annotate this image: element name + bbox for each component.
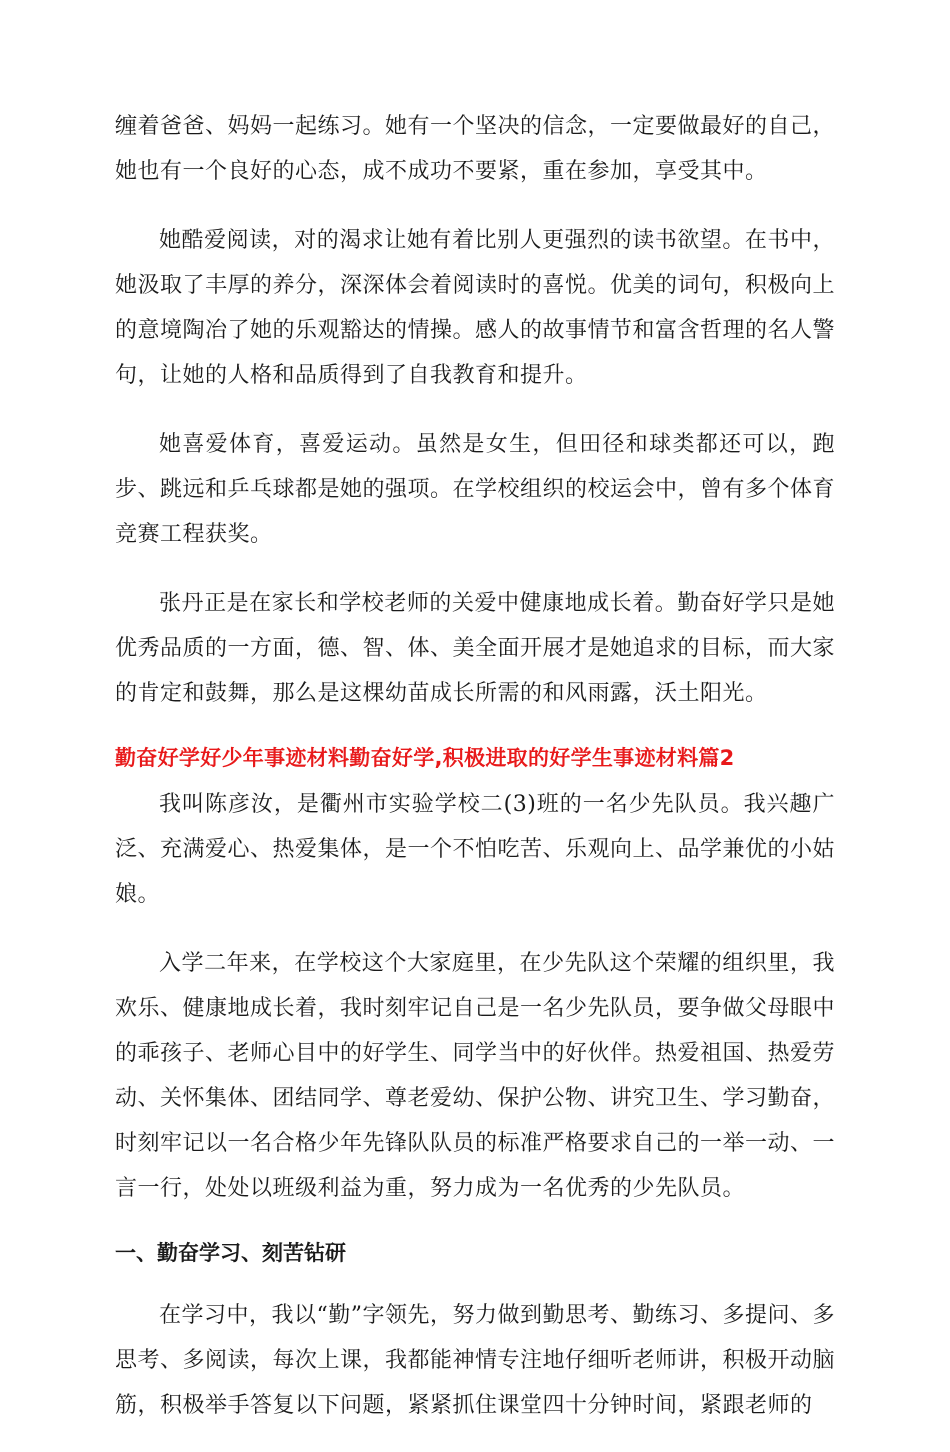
sub-heading: 一、勤奋学习、刻苦钻研: [115, 1241, 346, 1265]
paragraph-continuation: 缠着爸爸、妈妈一起练习。她有一个坚决的信念，一定要做最好的自己，她也有一个良好的心态，成不成功不要紧，重在参加，享受其中。: [115, 114, 836, 184]
section-title: 勤奋好学好少年事迹材料勤奋好学,积极进取的好学生事迹材料篇2: [115, 746, 735, 770]
document-body: [115, 104, 835, 1452]
paragraph-sports: 她喜爱体育，喜爱运动。虽然是女生，但田径和球类都还可以，跑步、跳远和乒乓球都是她的强项。在学校组织的校运会中，曾有多个体育竞赛工程获奖。: [115, 432, 836, 547]
paragraph-summary: 张丹正是在家长和学校老师的关爱中健康地成长着。勤奋好学只是她优秀品质的一方面，德、智、体、美全面开展才是她追求的目标，而大家的肯定和鼓舞，那么是这棵幼苗成长所需的和风雨露，沃土阳光。: [115, 591, 836, 706]
paragraph-study: 在学习中，我以“勤”字领先，努力做到勤思考、勤练习、多提问、多思考、多阅读，每次上课，我都能神情专注地仔细听老师讲，积极开动脑筋，积极举手答复以下问题，紧紧抓住课堂四十分钟时间，紧跟老师的: [115, 1303, 836, 1418]
paragraph-intro: 我叫陈彦汝，是衢州市实验学校二(3)班的一名少先队员。我兴趣广泛、充满爱心、热爱集体，是一个不怕吃苦、乐观向上、品学兼优的小姑娘。: [115, 792, 836, 907]
paragraph-school-life: 入学二年来，在学校这个大家庭里，在少先队这个荣耀的组织里，我欢乐、健康地成长着，我时刻牢记自己是一名少先队员，要争做父母眼中的乖孩子、老师心目中的好学生、同学当中的好伙伴。热爱祖国、热爱劳动、关怀集体、团结同学、尊老爱幼、保护公物、讲究卫生、学习勤奋，时刻牢记以一名合格少年先锋队队员的标准严格要求自己的一举一动、一言一行，处处以班级利益为重，努力成为一名优秀的少先队员。: [115, 951, 836, 1201]
paragraph-reading: 她酷爱阅读，对的渴求让她有着比别人更强烈的读书欲望。在书中，她汲取了丰厚的养分，深深体会着阅读时的喜悦。优美的词句，积极向上的意境陶冶了她的乐观豁达的情操。感人的故事情节和富含哲理的名人警句，让她的人格和品质得到了自我教育和提升。: [115, 228, 836, 388]
